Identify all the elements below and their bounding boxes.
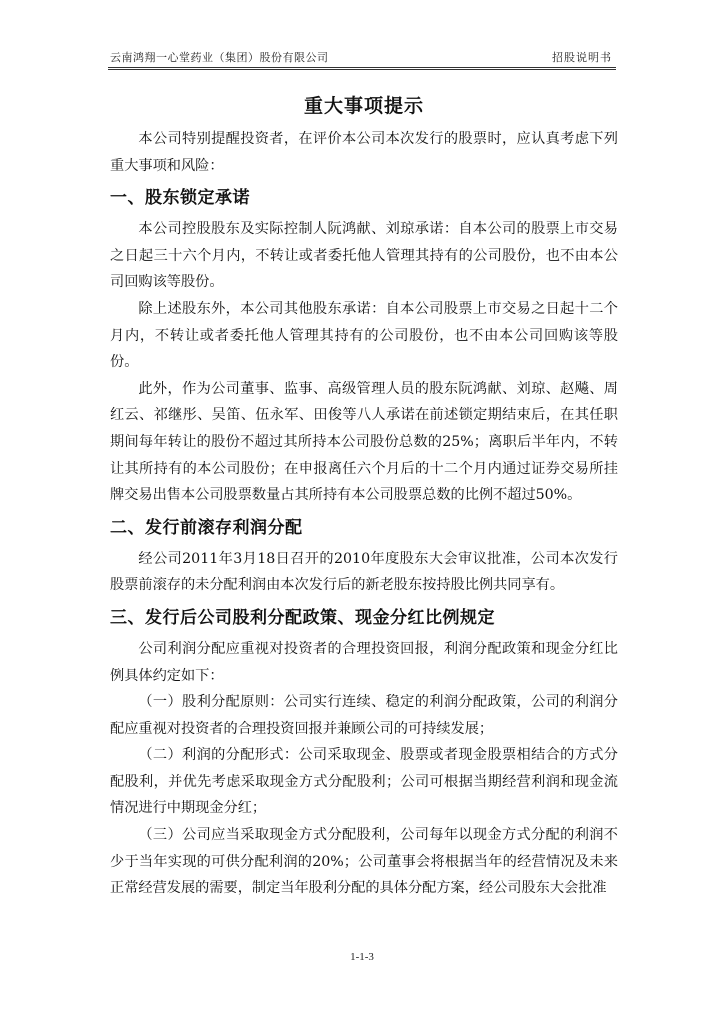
body-paragraph: 此外，作为公司董事、监事、高级管理人员的股东阮鸿献、刘琼、赵飚、周红云、祁继彤、吴笛、伍永军、田俊等八人承诺在前述锁定期结束后，在其任职期间每年转让的股份不超过其所持本公司股份总数的25%；离职后半年内，不转让其所持有的本公司股份；在申报离任六个月后的十二个月内通过证券交易所挂牌交易出售本公司股票数量占其所持有本公司股票总数的比例不超过50%。 bbox=[110, 380, 618, 504]
page-content bbox=[110, 94, 618, 902]
policy-item: （二）利润的分配形式：公司采取现金、股票或者现金股票相结合的方式分配股利，并优先考虑采取现金方式分配股利；公司可根据当期经营利润和现金流情况进行中期现金分红； bbox=[110, 747, 618, 817]
body-paragraph: 本公司控股股东及实际控制人阮鸿献、刘琼承诺：自本公司的股票上市交易之日起三十六个月内，不转让或者委托他人管理其持有的公司股份，也不由本公司回购该等股份。 bbox=[110, 221, 618, 291]
section-heading-dividend-policy: 三、发行后公司股利分配政策、现金分红比例规定 bbox=[110, 607, 495, 628]
header-doc-type: 招股说明书 bbox=[552, 51, 612, 64]
header-rule bbox=[108, 67, 616, 70]
page-title: 重大事项提示 bbox=[303, 95, 424, 117]
intro-paragraph: 本公司特别提醒投资者，在评价本公司本次发行的股票时，应认真考虑下列重大事项和风险： bbox=[110, 131, 618, 174]
body-paragraph: 经公司2011年3月18日召开的2010年度股东大会审议批准，公司本次发行股票前滚存的未分配利润由本次发行后的新老股东按持股比例共同享有。 bbox=[110, 550, 618, 594]
policy-item: （一）股利分配原则：公司实行连续、稳定的利润分配政策，公司的利润分配应重视对投资者的合理投资回报并兼顾公司的可持续发展； bbox=[110, 694, 618, 737]
page-number: 1-1-3 bbox=[350, 951, 374, 963]
body-paragraph: 公司利润分配应重视对投资者的合理投资回报，利润分配政策和现金分红比例具体约定如下： bbox=[110, 640, 618, 684]
page-header bbox=[108, 50, 616, 66]
policy-item: （三）公司应当采取现金方式分配股利，公司每年以现金方式分配的利润不少于当年实现的可供分配利润的20%；公司董事会将根据当年的经营情况及未来正常经营发展的需要，制定当年股利分配的具体分配方案，经公司股东大会批准 bbox=[110, 827, 618, 897]
section-heading-lockup: 一、股东锁定承诺 bbox=[110, 188, 250, 209]
section-heading-retained-profit: 二、发行前滚存利润分配 bbox=[110, 517, 303, 538]
header-company-name: 云南鸿翔一心堂药业（集团）股份有限公司 bbox=[110, 51, 329, 64]
body-paragraph: 除上述股东外，本公司其他股东承诺：自本公司股票上市交易之日起十二个月内，不转让或者委托他人管理其持有的公司股份，也不由本公司回购该等股份。 bbox=[110, 300, 618, 371]
